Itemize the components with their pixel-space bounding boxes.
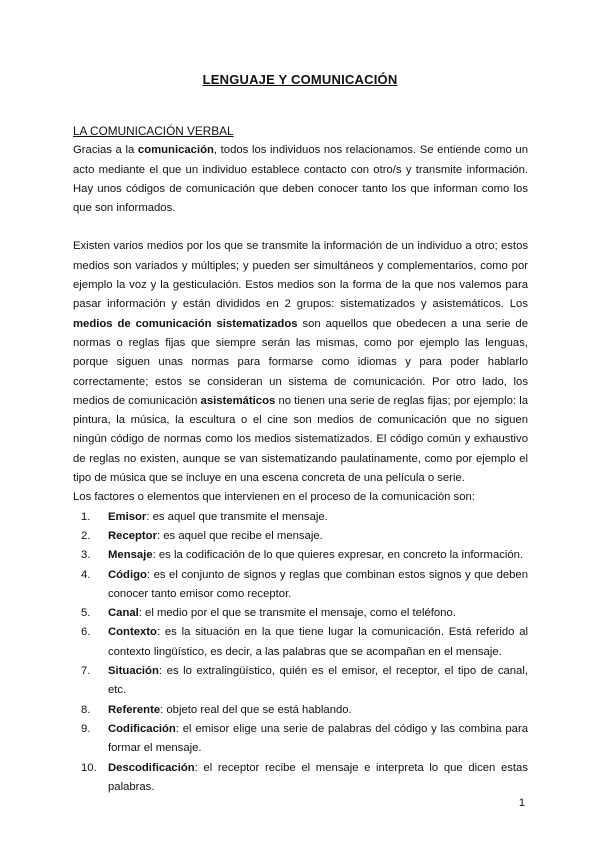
list-number: 6. bbox=[81, 626, 91, 639]
list-item bbox=[73, 662, 528, 701]
list-item bbox=[73, 720, 528, 759]
text-run: son aquellos que obedecen a una serie de normas o reglas fijas que siempre serán las mismas, como por ejemplo las lenguas, porque siguen unas normas para formarse como idiomas y para poder hablarlo correctamente; estos se consideran un sistema de comunicación. Por otro lado, los medios de comunicación bbox=[73, 317, 528, 407]
list-description: : el medio por el que se transmite el mensaje, como el teléfono. bbox=[138, 607, 456, 620]
bold-term: Receptor bbox=[108, 529, 157, 542]
bold-term: Emisor bbox=[108, 510, 147, 523]
list-description: : es lo extralingüístico, quién es el emisor, el receptor, el tipo de canal, etc. bbox=[108, 665, 528, 697]
bold-term: medios de comunicación sistematizados bbox=[73, 317, 298, 330]
list-number: 1. bbox=[81, 510, 91, 523]
list-number: 10. bbox=[81, 761, 97, 774]
list-number: 8. bbox=[81, 703, 91, 716]
list-number: 3. bbox=[81, 549, 91, 562]
list-item bbox=[73, 546, 528, 565]
list-item bbox=[73, 566, 528, 605]
list-description: : objeto real del que se está hablando. bbox=[160, 703, 352, 716]
paragraph-spacer bbox=[73, 218, 528, 237]
text-run: , todos los individuos nos relacionamos. Se entiende como un acto mediante el que un individuo establece contacto con otro/s y transmite información. Hay unos códigos de comunicación que deben conocer tanto los que informan como los que son informados. bbox=[73, 144, 528, 215]
bold-term: Canal bbox=[108, 607, 139, 620]
bold-term: Codificación bbox=[108, 722, 176, 735]
list-description: : es aquel que recibe el mensaje. bbox=[156, 529, 323, 542]
paragraph-factors-intro: Los factores o elementos que intervienen en el proceso de la comunicación son: bbox=[73, 491, 475, 504]
list-description: : el receptor recibe el mensaje e interpreta lo que dicen estas palabras. bbox=[108, 761, 528, 793]
section-heading: LA COMUNICACIÓN VERBAL bbox=[73, 124, 234, 138]
text-run: Existen varios medios por los que se transmite la información de un individuo a otro; estos medios son variados y múltiples; y pueden ser simultáneos y complementarios, como por ejemplo la voz y la gesticulación. Estos medios son la forma de la que nos valemos para pasar información y están divididos en 2 grupos: sistematizados y asistemáticos. Los bbox=[73, 240, 528, 311]
bold-term: Situación bbox=[108, 665, 159, 678]
text-run: no tienen una serie de reglas fijas; por ejemplo: la pintura, la música, la escultura o el cine son medios de comunicación que no siguen ningún código de normas como los medios sistematizados. El código común y exhaustivo de reglas no existen, aunque se van sistematizando paulatinamente, como por ejemplo el tipo de música que se incluye en una escena concreta de una película o serie. bbox=[73, 394, 528, 485]
list-number: 4. bbox=[81, 568, 91, 581]
list-number: 2. bbox=[81, 529, 91, 542]
list-item bbox=[73, 604, 528, 623]
list-description: : es la codificación de lo que quieres expresar, en concreto la información. bbox=[152, 549, 524, 562]
bold-term: Mensaje bbox=[108, 549, 153, 562]
list-description: : es aquel que transmite el mensaje. bbox=[146, 510, 328, 523]
list-description: : el emisor elige una serie de palabras del código y las combina para formar el mensaje. bbox=[108, 722, 528, 755]
paragraph-media bbox=[73, 237, 528, 488]
bold-term: asistemáticos bbox=[200, 394, 276, 407]
bold-term: Descodificación bbox=[108, 761, 195, 774]
document-body bbox=[73, 122, 528, 797]
bold-term: Referente bbox=[108, 703, 161, 716]
list-item bbox=[73, 701, 528, 720]
bold-term: Contexto bbox=[108, 626, 157, 639]
list-description: : es el conjunto de signos y reglas que combinan estos signos y que deben conocer tanto emisor como receptor. bbox=[108, 568, 528, 600]
elements-list bbox=[73, 508, 528, 797]
bold-term: comunicación bbox=[137, 144, 214, 157]
list-item bbox=[73, 623, 528, 662]
page-title: LENGUAJE Y COMUNICACIÓN bbox=[202, 72, 398, 87]
list-item bbox=[73, 508, 528, 527]
list-number: 9. bbox=[81, 722, 91, 735]
list-item bbox=[73, 759, 528, 798]
page-number: 1 bbox=[518, 797, 525, 809]
list-item bbox=[73, 527, 528, 546]
text-run: Gracias a la bbox=[73, 144, 138, 157]
list-description: : es la situación en la que tiene lugar la comunicación. Está referido al contexto lingüístico, es decir, a las palabras que se acompañan en el mensaje. bbox=[108, 626, 528, 658]
list-number: 7. bbox=[81, 665, 91, 678]
bold-term: Código bbox=[108, 568, 147, 581]
list-number: 5. bbox=[81, 607, 91, 620]
paragraph-intro bbox=[73, 141, 528, 218]
